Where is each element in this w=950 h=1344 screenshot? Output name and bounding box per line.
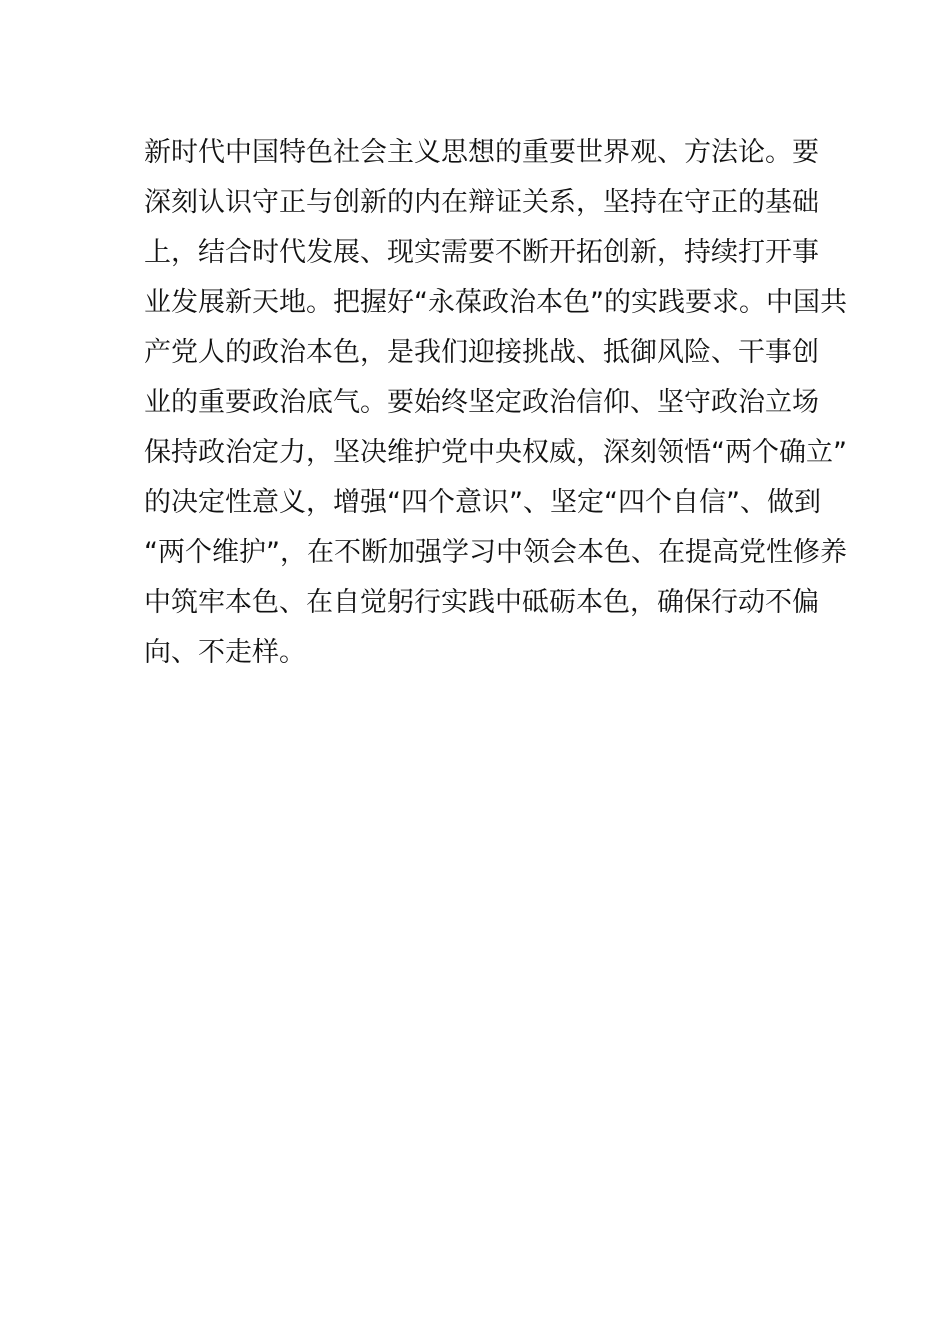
paragraph-line: 产党人的政治本色，是我们迎接挑战、抵御风险、干事创 — [144, 337, 819, 368]
paragraph-line: 保持政治定力，坚决维护党中央权威，深刻领悟“两个确立” — [144, 437, 847, 468]
paragraph-line: 新时代中国特色社会主义思想的重要世界观、方法论。要 — [144, 137, 819, 168]
paragraph-line: 业的重要政治底气。要始终坚定政治信仰、坚守政治立场 — [144, 387, 819, 418]
paragraph-line: 上，结合时代发展、现实需要不断开拓创新，持续打开事 — [144, 237, 819, 268]
body-paragraph — [144, 128, 847, 678]
paragraph-line: 深刻认识守正与创新的内在辩证关系，坚持在守正的基础 — [144, 187, 819, 218]
paragraph-line: 中筑牢本色、在自觉躬行实践中砥砺本色，确保行动不偏 — [144, 587, 819, 618]
paragraph-line: 的决定性意义，增强“四个意识”、坚定“四个自信”、做到 — [144, 487, 821, 518]
paragraph-line: “两个维护”，在不断加强学习中领会本色、在提高党性修养 — [144, 537, 847, 568]
paragraph-line: 业发展新天地。把握好“永葆政治本色”的实践要求。中国共 — [144, 287, 847, 318]
paragraph-line: 向、不走样。 — [144, 637, 306, 668]
